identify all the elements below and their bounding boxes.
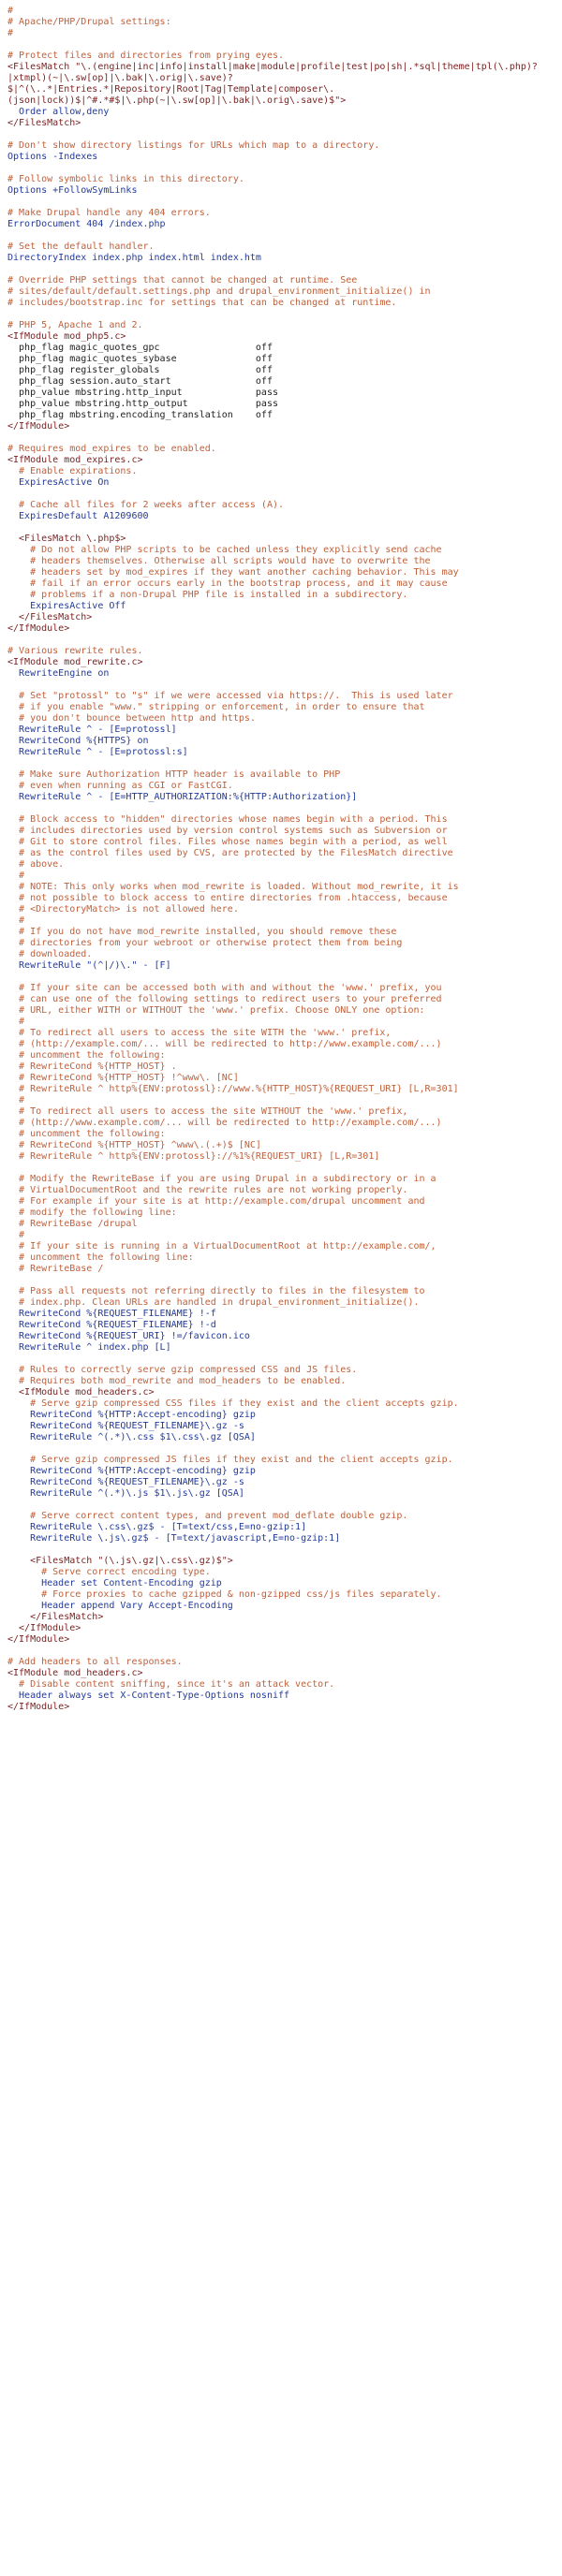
code-comment-line: # RewriteBase / <box>7 1264 104 1274</box>
code-blank-line <box>7 1163 562 1174</box>
code-comment-line: # problems if a non-Drupal PHP file is installed in a subdirectory. <box>7 590 408 600</box>
code-line: RewriteCond %{HTTPS} on <box>7 736 149 746</box>
code-blank-line <box>7 522 562 534</box>
code-line: Header always set X-Content-Type-Options nosniff <box>7 1690 290 1701</box>
code-comment-line: # If your site can be accessed both with and without the 'www.' prefix, you <box>7 983 442 993</box>
code-line: RewriteCond %{REQUEST_FILENAME}\.gz -s <box>7 1421 244 1431</box>
code-line: ExpiresActive Off <box>7 601 126 611</box>
code-line: <FilesMatch "\.(engine|inc|info|install|make|module|profile|test|po|sh|.*sql|theme|tpl(\.php)? <box>7 62 538 72</box>
code-blank-line <box>7 489 562 500</box>
code-comment-line: # RewriteBase /drupal <box>7 1219 138 1229</box>
code-comment-line: # you don't bounce between http and https. <box>7 713 256 724</box>
code-comment-line: # <box>7 28 14 38</box>
code-comment-line: # <box>7 1017 25 1027</box>
code-comment-line: # If you do not have mod_rewrite installed, you should remove these <box>7 927 397 937</box>
code-line: Options +FollowSymLinks <box>7 185 138 196</box>
code-line: <IfModule mod_expires.c> <box>7 455 143 465</box>
code-comment-line: # (http://example.com/... will be redirected to http://www.example.com/...) <box>7 1039 442 1049</box>
code-blank-line <box>7 1646 562 1657</box>
code-line: Header set Content-Encoding gzip <box>7 1578 222 1588</box>
code-line: <IfModule mod_headers.c> <box>7 1387 155 1398</box>
code-blank-line <box>7 680 562 691</box>
code-line: php_flag magic_quotes_sybase off <box>7 354 273 364</box>
code-comment-line: # VirtualDocumentRoot and the rewrite rules are not working properly. <box>7 1185 408 1195</box>
code-line: <IfModule mod_php5.c> <box>7 331 126 342</box>
code-line: php_flag mbstring.encoding_translation off <box>7 410 273 420</box>
code-comment-line: # Make sure Authorization HTTP header is available to PHP <box>7 769 341 780</box>
code-blank-line <box>7 1275 562 1286</box>
code-comment-line: # Serve gzip compressed JS files if they exist and the client accepts gzip. <box>7 1455 453 1465</box>
code-line: Order allow,deny <box>7 107 110 117</box>
code-line: RewriteRule ^ - [E=HTTP_AUTHORIZATION:%{HTTP:Authorization}] <box>7 792 358 802</box>
code-comment-line: # <box>7 6 14 16</box>
code-line: RewriteRule ^ - [E=protossl:s] <box>7 747 188 757</box>
code-line: $|^(\..*|Entries.*|Repository|Root|Tag|Template|composer\. <box>7 84 335 95</box>
code-comment-line: # <box>7 1095 25 1105</box>
code-line: php_value mbstring.http_input pass <box>7 388 278 398</box>
code-line: </IfModule> <box>7 623 70 634</box>
code-comment-line: # can use one of the following settings to redirect users to your preferred <box>7 994 442 1004</box>
code-comment-line: # headers themselves. Otherwise all scripts would have to overwrite the <box>7 556 431 566</box>
code-comment-line: # NOTE: This only works when mod_rewrite is loaded. Without mod_rewrite, it is <box>7 882 459 892</box>
code-comment-line: # Add headers to all responses. <box>7 1657 183 1667</box>
code-comment-line: # <DirectoryMatch> is not allowed here. <box>7 904 239 915</box>
code-line: Header append Vary Accept-Encoding <box>7 1601 233 1611</box>
code-comment-line: # Requires mod_expires to be enabled. <box>7 444 216 454</box>
code-blank-line <box>7 163 562 174</box>
code-blank-line <box>7 264 562 275</box>
code-comment-line: # To redirect all users to access the site WITH the 'www.' prefix, <box>7 1028 392 1038</box>
code-comment-line: # Rules to correctly serve gzip compressed CSS and JS files. <box>7 1365 358 1375</box>
code-comment-line: # Disable content sniffing, since it's an attack vector. <box>7 1679 335 1690</box>
code-comment-line: # Protect files and directories from prying eyes. <box>7 51 285 61</box>
code-line: RewriteEngine on <box>7 668 110 679</box>
code-comment-line: # even when running as CGI or FastCGI. <box>7 781 233 791</box>
code-comment-line: # PHP 5, Apache 1 and 2. <box>7 320 143 330</box>
code-comment-line: # RewriteRule ^ http%{ENV:protossl}://www.%{HTTP_HOST}%{REQUEST_URI} [L,R=301] <box>7 1084 459 1094</box>
code-blank-line <box>7 635 562 646</box>
code-blank-line <box>7 1500 562 1511</box>
code-comment-line: # Apache/PHP/Drupal settings: <box>7 17 171 27</box>
code-line: </IfModule> <box>7 1702 70 1712</box>
code-comment-line: # Git to store control files. Files whose names begin with a period, as well <box>7 837 448 847</box>
code-comment-line: # Follow symbolic links in this directory. <box>7 174 244 184</box>
code-comment-line: # above. <box>7 859 65 870</box>
code-comment-line: # Modify the RewriteBase if you are using Drupal in a subdirectory or in a <box>7 1174 436 1184</box>
code-blank-line <box>7 432 562 444</box>
code-line: <IfModule mod_headers.c> <box>7 1668 143 1678</box>
code-comment-line: # directories from your webroot or otherwise protect them from being <box>7 938 403 948</box>
code-line: </IfModule> <box>7 1634 70 1645</box>
code-line: ExpiresDefault A1209600 <box>7 511 149 521</box>
code-line: DirectoryIndex index.php index.html index.htm <box>7 253 261 263</box>
code-comment-line: # Serve correct content types, and prevent mod_deflate double gzip. <box>7 1511 408 1521</box>
code-blank-line <box>7 1443 562 1455</box>
code-line: php_flag session.auto_start off <box>7 376 273 387</box>
code-line: </FilesMatch> <box>7 1612 104 1622</box>
code-line: RewriteRule ^(.*)\.js $1\.js\.gz [QSA] <box>7 1488 244 1499</box>
code-line: |xtmpl)(~|\.sw[op]|\.bak|\.orig|\.save)? <box>7 73 233 83</box>
code-line: RewriteRule ^ - [E=protossl] <box>7 724 177 735</box>
code-comment-line: # uncomment the following line: <box>7 1252 194 1263</box>
code-line: ErrorDocument 404 /index.php <box>7 219 166 229</box>
code-line: ExpiresActive On <box>7 477 110 488</box>
code-comment-line: # sites/default/default.settings.php and drupal_environment_initialize() in <box>7 286 431 297</box>
code-blank-line <box>7 39 562 51</box>
code-comment-line: # not possible to block access to entire directories from .htaccess, because <box>7 893 448 903</box>
code-line: (json|lock))$|^#.*#$|\.php(~|\.sw[op]|\.bak|\.orig\.save)$"> <box>7 95 347 106</box>
code-comment-line: # For example if your site is at http://example.com/drupal uncomment and <box>7 1196 425 1207</box>
code-comment-line: # Cache all files for 2 weeks after access (A). <box>7 500 285 510</box>
code-line: php_flag magic_quotes_gpc off <box>7 343 273 353</box>
code-comment-line: # <box>7 1230 25 1240</box>
code-comment-line: # index.php. Clean URLs are handled in drupal_environment_initialize(). <box>7 1297 420 1308</box>
code-comment-line: # uncomment the following: <box>7 1050 166 1061</box>
code-comment-line: # RewriteCond %{HTTP_HOST} ^www\.(.+)$ [NC] <box>7 1140 261 1150</box>
code-comment-line: # Requires both mod_rewrite and mod_headers to be enabled. <box>7 1376 347 1386</box>
code-comment-line: # Make Drupal handle any 404 errors. <box>7 208 211 218</box>
code-line: <IfModule mod_rewrite.c> <box>7 657 143 667</box>
code-comment-line: # fail if an error occurs early in the bootstrap process, and it may cause <box>7 578 448 589</box>
code-comment-line: # To redirect all users to access the site WITHOUT the 'www.' prefix, <box>7 1106 408 1117</box>
code-line: </IfModule> <box>7 421 70 432</box>
code-comment-line: # if you enable "www." stripping or enforcement, in order to ensure that <box>7 702 425 712</box>
code-blank-line <box>7 309 562 320</box>
code-comment-line: # RewriteCond %{HTTP_HOST} . <box>7 1061 177 1072</box>
code-line: RewriteRule \.css\.gz$ - [T=text/css,E=no-gzip:1] <box>7 1522 307 1532</box>
code-comment-line: # <box>7 871 25 881</box>
code-blank-line <box>7 129 562 140</box>
code-blank-line <box>7 972 562 983</box>
code-line: <FilesMatch "(\.js\.gz|\.css\.gz)$"> <box>7 1556 233 1566</box>
code-line: php_flag register_globals off <box>7 365 273 375</box>
code-line: Options -Indexes <box>7 152 98 162</box>
code-line: <FilesMatch \.php$> <box>7 534 126 544</box>
code-comment-line: # uncomment the following: <box>7 1129 166 1139</box>
code-line: php_value mbstring.http_output pass <box>7 399 278 409</box>
code-blank-line <box>7 197 562 208</box>
code-line: </IfModule> <box>7 1623 81 1633</box>
code-line: RewriteCond %{REQUEST_FILENAME} !-f <box>7 1309 216 1319</box>
code-comment-line: # includes/bootstrap.inc for settings that can be changed at runtime. <box>7 298 397 308</box>
code-line: RewriteCond %{HTTP:Accept-encoding} gzip <box>7 1466 256 1476</box>
code-comment-line: # Set "protossl" to "s" if we were accessed via https://. This is used later <box>7 691 453 701</box>
code-comment-line: # as the control files used by CVS, are protected by the FilesMatch directive <box>7 848 453 858</box>
code-blank-line <box>7 230 562 242</box>
code-line: RewriteCond %{REQUEST_URI} !=/favicon.ico <box>7 1331 250 1341</box>
code-comment-line: # modify the following line: <box>7 1208 177 1218</box>
code-comment-line: # Serve correct encoding type. <box>7 1567 211 1577</box>
code-comment-line: # Enable expirations. <box>7 466 138 476</box>
code-comment-line: # headers set by mod_expires if they want another caching behavior. This may <box>7 567 459 578</box>
code-comment-line: # Don't show directory listings for URLs which map to a directory. <box>7 140 380 151</box>
code-comment-line: # (http://www.example.com/... will be redirected to http://example.com/...) <box>7 1118 442 1128</box>
code-comment-line: # RewriteRule ^ http%{ENV:protossl}://%1%{REQUEST_URI} [L,R=301] <box>7 1151 380 1162</box>
code-comment-line: # Override PHP settings that cannot be changed at runtime. See <box>7 275 358 285</box>
code-blank-line <box>7 1354 562 1365</box>
code-blank-line <box>7 1544 562 1556</box>
code-blank-line <box>7 803 562 814</box>
code-comment-line: # Set the default handler. <box>7 242 155 252</box>
code-line: </FilesMatch> <box>7 118 81 128</box>
code-comment-line: # Various rewrite rules. <box>7 646 143 656</box>
code-line: RewriteCond %{REQUEST_FILENAME} !-d <box>7 1320 216 1330</box>
code-comment-line: # <box>7 915 25 926</box>
code-comment-line: # Pass all requests not referring directly to files in the filesystem to <box>7 1286 425 1296</box>
code-line: RewriteCond %{REQUEST_FILENAME}\.gz -s <box>7 1477 244 1487</box>
code-comment-line: # Do not allow PHP scripts to be cached unless they explicitly send cache <box>7 545 442 555</box>
code-line: RewriteRule \.js\.gz$ - [T=text/javascript,E=no-gzip:1] <box>7 1533 341 1544</box>
code-comment-line: # RewriteCond %{HTTP_HOST} !^www\. [NC] <box>7 1073 239 1083</box>
code-line: RewriteCond %{HTTP:Accept-encoding} gzip <box>7 1410 256 1420</box>
code-line: RewriteRule "(^|/)\." - [F] <box>7 960 171 971</box>
code-comment-line: # includes directories used by version control systems such as Subversion or <box>7 826 448 836</box>
code-comment-line: # URL, either WITH or WITHOUT the 'www.' prefix. Choose ONLY one option: <box>7 1005 425 1016</box>
code-blank-line <box>7 758 562 769</box>
code-line: </FilesMatch> <box>7 612 93 622</box>
code-line: RewriteRule ^ index.php [L] <box>7 1342 171 1353</box>
code-comment-line: # Serve gzip compressed CSS files if they exist and the client accepts gzip. <box>7 1398 459 1409</box>
code-comment-line: # downloaded. <box>7 949 93 959</box>
code-comment-line: # If your site is running in a VirtualDocumentRoot at http://example.com/, <box>7 1241 436 1251</box>
code-comment-line: # Force proxies to cache gzipped & non-gzipped css/js files separately. <box>7 1589 442 1600</box>
code-line: RewriteRule ^(.*)\.css $1\.css\.gz [QSA] <box>7 1432 256 1442</box>
code-comment-line: # Block access to "hidden" directories whose names begin with a period. This <box>7 814 448 825</box>
